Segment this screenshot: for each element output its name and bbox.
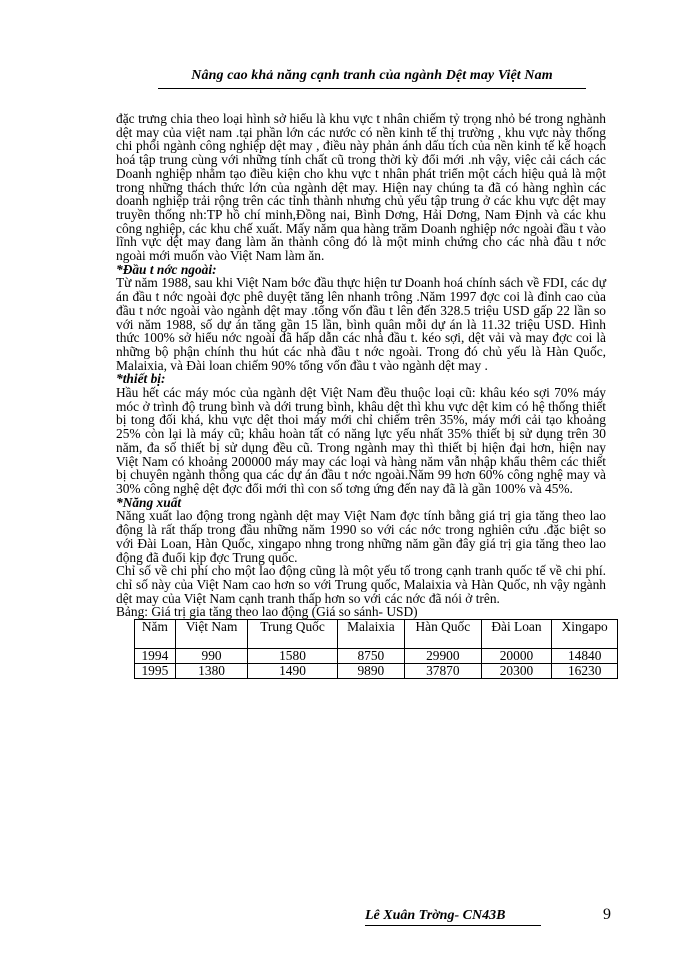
- header-cell-vietnam: Việt Nam: [175, 620, 248, 649]
- table-cell: 9890: [337, 664, 404, 679]
- header-cell-singapore: Xingapo: [552, 620, 618, 649]
- header-cell-china: Trung Quốc: [248, 620, 337, 649]
- table-cell: 1380: [175, 664, 248, 679]
- table-cell: 37870: [405, 664, 482, 679]
- table-cell: 1490: [248, 664, 337, 679]
- table-cell: 29900: [405, 649, 482, 664]
- footer-author: Lê Xuân Trờng- CN43B: [365, 908, 506, 923]
- closing-paragraph: Chỉ số về chi phí cho một lao động cũng là một yếu tố trong cạnh tranh quốc tế về chi phí. chỉ số này của Việt Nam cao hơn so với Trung quốc, Malaixia và Hàn Quốc, nh vậy ngành dệt may của Việt Nam cạnh tranh thấp hơn so với các nớc đã nói ở trên.: [116, 563, 606, 606]
- table-cell: 1580: [248, 649, 337, 664]
- body-paragraph: đặc trưng chia theo loại hình sở hiểu là khu vực t nhân chiếm tỷ trọng nhỏ bé trong nghành dệt may của việt nam .tại phần lớn các nước có nền kinh tế thị trường , khu vực này thống chi phối ngành công nghiệp dệt may , điều này phản ánh dấu tích của nền kinh tế kế hoạch hoá tập trung cùng với những tính chất cũ trong thời kỳ đổi mới .nh vậy, việc cải cách các Doanh nghiệp nhằm tạo điều kiện cho khu vực t nhân phát triển một cách hiệu quả là một trong những thách thức lớn của ngành dệt may. Hiện nay chúng ta đã có hàng nghìn các doanh nghiệp trải rộng trên các tỉnh thành nhưng chủ yếu tập trung ở các khu vực dệt may truyền thống nh:TP hồ chí minh,Đồng nai, Bình Dơng, Hải Dơng, Nam Định và các khu công nghiệp, các khu chế xuất. Mấy năm qua hàng trăm Doanh nghiệp nớc ngoài đầu t vào lĩnh vực dệt may đang làm ăn thành công đó là một minh chứng cho các nhà đầu t nớc ngoài mới muốn vào Việt Nam làm ăn.: [116, 111, 606, 264]
- section-heading-equipment: *thiết bị:: [116, 371, 166, 387]
- footer-rule: [365, 925, 541, 926]
- header-cell-korea: Hàn Quốc: [405, 620, 482, 649]
- table-caption: Bảng: Giá trị gia tăng theo lao động (Giá so sánh- USD): [116, 604, 418, 620]
- table-cell: 16230: [552, 664, 618, 679]
- value-added-table: [134, 619, 618, 679]
- table-row: [135, 664, 618, 679]
- page-content: [116, 112, 606, 679]
- page-number: 9: [603, 906, 611, 923]
- table-cell: 990: [175, 649, 248, 664]
- header-rule: [158, 88, 586, 89]
- section-body-productivity: Năng xuất lao động trong ngành dệt may Việt Nam đợc tính bằng giá trị gia tăng theo lao động là rất thấp trong đầu những năm 1990 so với các nớc trong nghiên cứu .đặc biệt so với Đài Loan, Hàn Quốc, xingapo nhng trong những năm gần đây giá trị gia tăng theo lao động đã đuổi kịp đợc Trung quốc.: [116, 508, 606, 565]
- section-body-fdi: Từ năm 1988, sau khi Việt Nam bớc đầu thực hiện tư Doanh hoá chính sách về FDI, các dự án đầu t nớc ngoài đợc phê duyệt tăng lên nhanh trông .Năm 1997 đợc coi là đỉnh cao của đầu t nớc ngoài vào ngành dệt may .tổng vốn đầu t lên đến 328.5 triệu USD gấp 22 lần so với năm 1988, số dự án tăng gần 15 lần, bình quân mỗi dự án là 11.32 triệu USD. Hình thức 100% sở hiểu nớc ngoài đã hấp dẫn các nhà đầu t. kéo sợi, dệt vải và may đợc coi là những bộ phận chính thu hút các nhà đầu t nớc ngoài. Trong đó chủ yếu là Hàn Quốc, Malaixia, và Đài loan chiếm 90% tổng vốn đầu t vào ngành dệt may .: [116, 275, 606, 373]
- table-cell: 1994: [135, 649, 176, 664]
- section-heading-productivity: *Năng xuất: [116, 494, 182, 510]
- table-cell: 14840: [552, 649, 618, 664]
- table-row: [135, 649, 618, 664]
- table-cell: 20300: [481, 664, 552, 679]
- table-header-row: [135, 620, 618, 649]
- table-cell: 8750: [337, 649, 404, 664]
- table-cell: 20000: [481, 649, 552, 664]
- running-header: Nâng cao khả năng cạnh tranh của ngành Dệt may Việt Nam: [191, 68, 553, 83]
- section-body-equipment: Hầu hết các máy móc của ngành dệt Việt Nam đều thuộc loại cũ: khâu kéo sợi 70% máy móc ở trình độ trung bình và dới trung bình, khâu dệt thì khu vực dệt kim có hệ thống thiết bị tong đối khá, khu vực dệt thoi máy mới chỉ chiếm trên 35%, máy mới cải tạo khoảng 25% còn lại là máy cũ; khâu hoàn tất có năng lực yếu nhất 35% thiết bị sử dụng trên 30 năm, đa số thiết bị sử dụng đều cũ. Trong ngành may thì thiết bị hiện đại hơn, hiện nay Việt Nam có khoảng 200000 máy may các loại và hàng năm vẫn nhập khẩu thêm các thiết bị chuyên ngành thông qua các dự án đầu t nớc ngoài.Năm 99 hơn 60% công nghệ may và 30% công nghệ dệt đợc đổi mới thì con số tơng ứng đến nay đã là gần 100% và 45%.: [116, 385, 606, 496]
- section-heading-fdi: *Đầu t nớc ngoài:: [116, 261, 217, 277]
- header-cell-taiwan: Đài Loan: [481, 620, 552, 649]
- table-cell: 1995: [135, 664, 176, 679]
- header-cell-year: Năm: [135, 620, 176, 649]
- header-cell-malaysia: Malaixia: [337, 620, 404, 649]
